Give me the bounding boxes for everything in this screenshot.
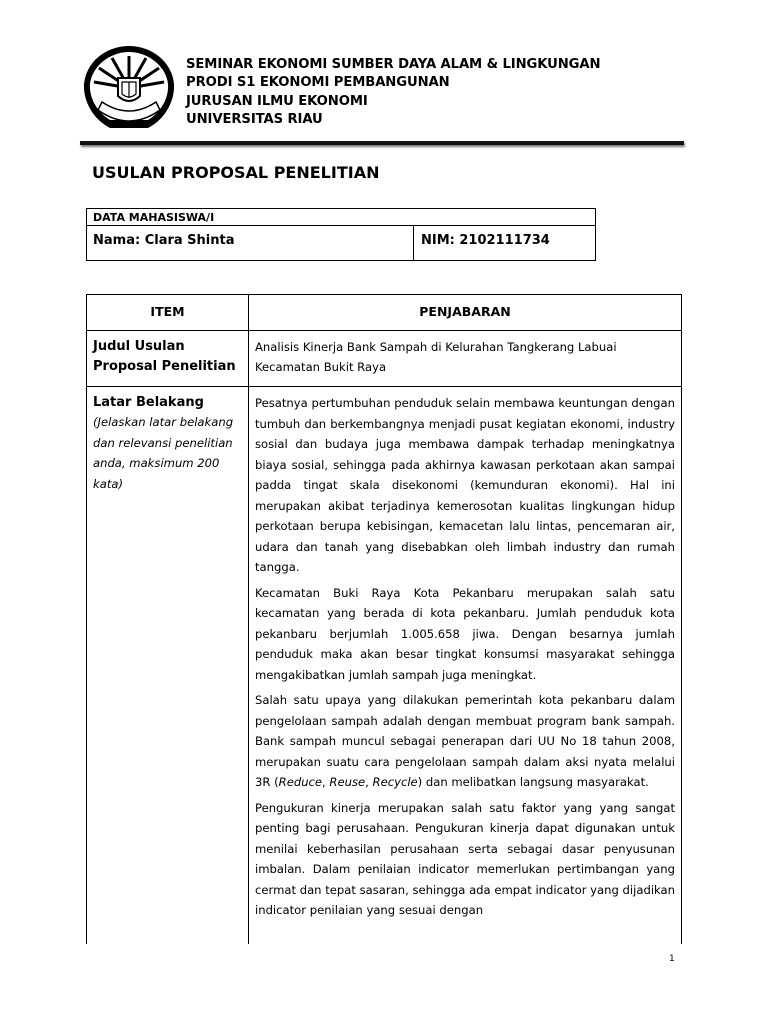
header-line-seminar: SEMINAR EKONOMI SUMBER DAYA ALAM & LINGKUNGAN bbox=[186, 57, 601, 72]
background-paragraph: Pengukuran kinerja merupakan salah satu faktor yang yang sangat penting bagi perusahaan. Pengukuran kinerja dapat digunakan untuk menilai keberhasilan perusahaan serta sebagai dasar penyusunan imbalan. Dalam penilaian indicator memerlukan pertimbangan yang cermat dan tepat sasaran, sehingga ada empat indicator yang dijadikan indicator penilaian yang sesuai dengan bbox=[255, 800, 675, 917]
student-nim: NIM: 2102111734 bbox=[421, 233, 550, 248]
table-row bbox=[87, 387, 681, 944]
document-header bbox=[0, 0, 768, 150]
university-logo bbox=[82, 44, 176, 132]
header-line-prodi: PRODI S1 EKONOMI PEMBANGUNAN bbox=[186, 75, 450, 91]
background-paragraph: Salah satu upaya yang dilakukan pemerintah kota pekanbaru dalam pengelolaan sampah adalah dengan membuat program bank sampah. Bank sampah muncul sebagai penerapan dari UU No 18 tahun 2008, merupakan suatu cara pengelolaan sampah dalam aksi nyata melalui 3R (Reduce, Reuse, Recycle) dan melibatkan langsung masyarakat. bbox=[255, 693, 675, 789]
institution-header bbox=[186, 56, 600, 129]
header-divider bbox=[80, 141, 684, 145]
background-paragraph: Pesatnya pertumbuhan penduduk selain membawa keuntungan dengan tumbuh dan berkembangnya menjadi pusat kegiatan ekonomi, industry sosial dan budaya juga membawa dampak terhadap meningkatnya biaya sosial, sehingga pada akhirnya kawasan perkotaan akan sampai padda tingat skala disekonomi (kemunduran ekonomi). Hal ini merupakan akibat terjadinya kemerosotan kualitas lingkungan hidup perkotaan berupa kebisingan, kemacetan lalu lintas, pencemaran air, udara dan tanah yang disebabkan oleh limbah industry dan rumah tangga. bbox=[255, 396, 675, 574]
page-number: 1 bbox=[669, 954, 675, 964]
table-header-row bbox=[87, 295, 681, 331]
row-label-title: Judul Usulan Proposal Penelitian bbox=[87, 331, 249, 386]
student-data-table bbox=[86, 208, 596, 261]
student-row bbox=[87, 226, 595, 260]
table-row bbox=[87, 331, 681, 387]
document-title: USULAN PROPOSAL PENELITIAN bbox=[92, 163, 380, 182]
column-header-description: PENJABARAN bbox=[419, 304, 511, 319]
header-line-jurusan: JURUSAN ILMU EKONOMI bbox=[186, 93, 368, 109]
background-content bbox=[249, 387, 681, 944]
proposal-table bbox=[86, 294, 682, 944]
row-label-background: Latar Belakang bbox=[93, 395, 204, 410]
column-header-item: ITEM bbox=[87, 295, 249, 330]
student-name: Nama: Clara Shinta bbox=[87, 226, 414, 260]
background-instruction: (Jelaskan latar belakang dan relevansi penelitian anda, maksimum 200 kata) bbox=[93, 415, 234, 491]
research-title: Analisis Kinerja Bank Sampah di Kelurahan Tangkerang Labuai Kecamatan Bukit Raya bbox=[255, 340, 617, 374]
background-paragraph: Kecamatan Buki Raya Kota Pekanbaru merupakan salah satu kecamatan yang berada di kota pekanbaru. Jumlah penduduk kota pekanbaru berjumlah 1.005.658 jiwa. Dengan besarnya jumlah penduduk maka akan besar tingkat konsumsi masyarakat sehingga mengakibatkan jumlah sampah juga meningkat. bbox=[255, 585, 675, 682]
header-line-university: UNIVERSITAS RIAU bbox=[186, 111, 323, 127]
student-section-label: DATA MAHASISWA/I bbox=[87, 209, 595, 226]
row-label-background-cell bbox=[87, 387, 249, 944]
